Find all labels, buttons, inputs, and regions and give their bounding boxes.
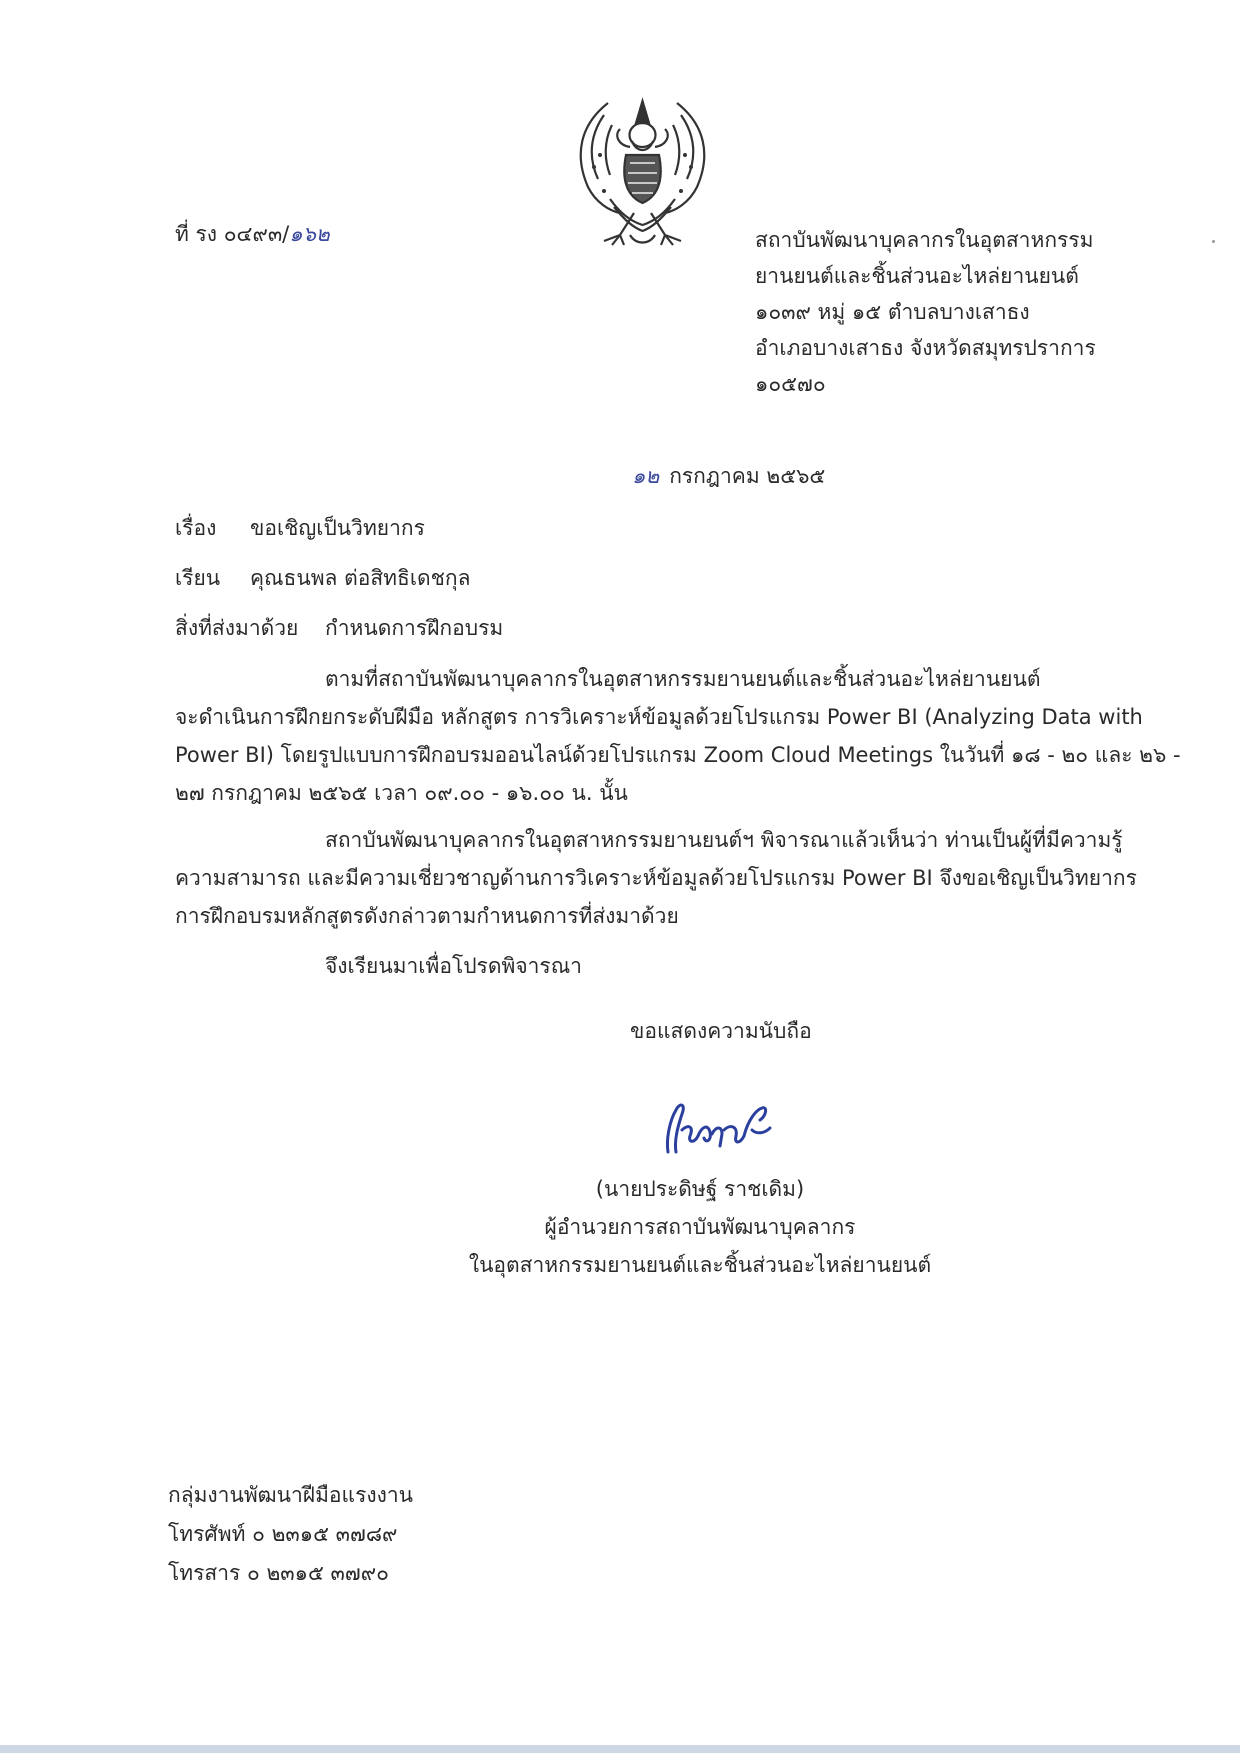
- subject-label: เรื่อง: [175, 516, 217, 540]
- garuda-emblem-icon: [560, 95, 725, 260]
- closing-phrase: จึงเรียนมาเพื่อโปรดพิจารณา: [325, 954, 582, 978]
- reference-label: ที่ รง ๐๔๙๓/: [175, 222, 290, 246]
- signer-position-line-2: ในอุตสาหกรรมยานยนต์และชิ้นส่วนอะไหล่ยานยนต์: [468, 1253, 932, 1277]
- address-line: ยานยนต์และชิ้นส่วนอะไหล่ยานยนต์: [755, 264, 1079, 288]
- complimentary-close: ขอแสดงความนับถือ: [630, 1019, 812, 1043]
- address-line: สถาบันพัฒนาบุคลากรในอุตสาหกรรม: [755, 228, 1094, 252]
- enclosure-value: กำหนดการฝึกอบรม: [325, 616, 504, 640]
- scan-speck: [1212, 240, 1215, 243]
- contact-footer: [168, 1476, 413, 1593]
- letter-date: [632, 460, 825, 493]
- subject-value: ขอเชิญเป็นวิทยากร: [250, 516, 425, 540]
- enclosure-line: [175, 612, 503, 645]
- footer-fax: โทรสาร ๐ ๒๓๑๕ ๓๗๙๐: [168, 1561, 389, 1585]
- subject-line: [175, 512, 425, 545]
- reference-number: [175, 218, 330, 251]
- footer-phone: โทรศัพท์ ๐ ๒๓๑๕ ๓๗๘๙: [168, 1522, 398, 1546]
- paragraph-line: การฝึกอบรมหลักสูตรดังกล่าวตามกำหนดการที่ส่งมาด้วย: [175, 904, 679, 928]
- salutation-label: เรียน: [175, 566, 221, 590]
- sender-address: [755, 222, 1096, 402]
- signer-name: (นายประดิษฐ์ ราชเดิม): [595, 1177, 805, 1201]
- paragraph-line: ตามที่สถาบันพัฒนาบุคลากรในอุตสาหกรรมยานยนต์และชิ้นส่วนอะไหล่ยานยนต์: [325, 667, 1041, 691]
- date-month-year: กรกฎาคม ๒๕๖๕: [669, 464, 826, 488]
- paragraph-line: Power BI) โดยรูปแบบการฝึกอบรมออนไลน์ด้วยโปรแกรม Zoom Cloud Meetings ในวันที่ ๑๘ - ๒๐ และ ๒๖ -: [175, 743, 1181, 767]
- enclosure-label: สิ่งที่ส่งมาด้วย: [175, 616, 299, 640]
- body-paragraph-1: [175, 660, 1181, 812]
- address-line: ๑๐๕๗๐: [755, 372, 826, 396]
- salutation-line: [175, 562, 470, 595]
- scan-edge-strip: [0, 1745, 1240, 1753]
- signer-position-line-1: ผู้อำนวยการสถาบันพัฒนาบุคลากร: [544, 1215, 856, 1239]
- body-paragraph-2: [175, 821, 1137, 935]
- salutation-value: คุณธนพล ต่อสิทธิเดชกุล: [250, 566, 471, 590]
- footer-department: กลุ่มงานพัฒนาฝีมือแรงงาน: [168, 1483, 414, 1507]
- paragraph-line: ๒๗ กรกฎาคม ๒๕๖๕ เวลา ๐๙.๐๐ - ๑๖.๐๐ น. นั้น: [175, 781, 628, 805]
- paragraph-line: ความสามารถ และมีความเชี่ยวชาญด้านการวิเคราะห์ข้อมูลด้วยโปรแกรม Power BI จึงขอเชิญเป็นวิทยากร: [175, 866, 1137, 890]
- address-line: ๑๐๓๙ หมู่ ๑๕ ตำบลบางเสาธง: [755, 300, 1030, 324]
- paragraph-line: สถาบันพัฒนาบุคลากรในอุตสาหกรรมยานยนต์ฯ พิจารณาแล้วเห็นว่า ท่านเป็นผู้ที่มีความรู้: [325, 828, 1123, 852]
- address-line: อำเภอบางเสาธง จังหวัดสมุทรปราการ: [755, 336, 1096, 360]
- date-day-handwritten: ๑๒: [632, 464, 660, 488]
- reference-handwritten: ๑๖๒: [289, 222, 330, 246]
- paragraph-line: จะดำเนินการฝึกยกระดับฝีมือ หลักสูตร การวิเคราะห์ข้อมูลด้วยโปรแกรม Power BI (Analyzing Data with: [175, 705, 1143, 729]
- handwritten-signature: [660, 1090, 780, 1160]
